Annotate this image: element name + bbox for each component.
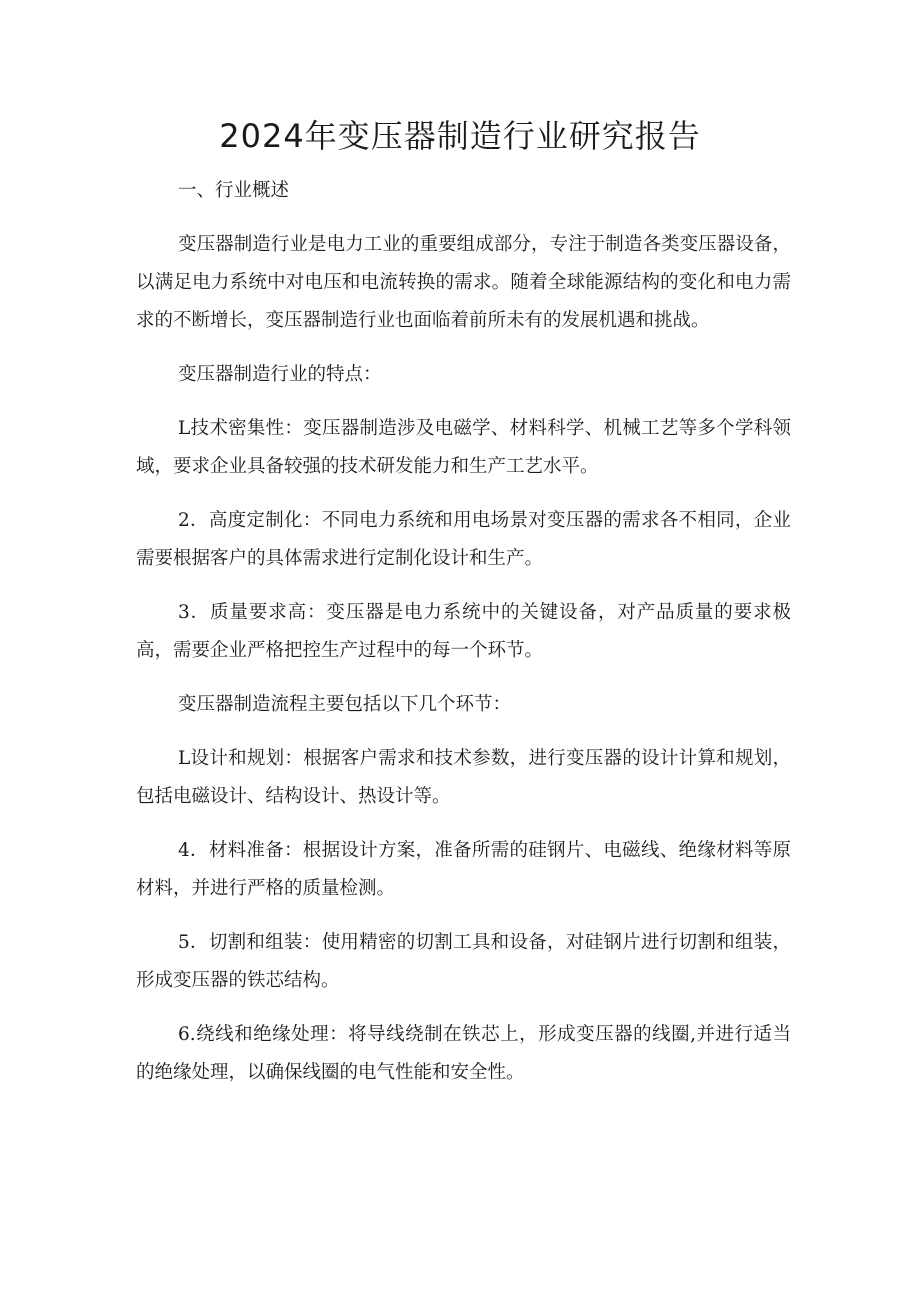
document-body (136, 172, 791, 1092)
list-item-winding: 6.绕线和绝缘处理：将导线绕制在铁芯上，形成变压器的线圈,并进行适当的绝缘处理，以确保线圈的电气性能和安全性。 (136, 1024, 791, 1083)
list-item-customization: 2．高度定制化：不同电力系统和用电场景对变压器的需求各不相同，企业需要根据客户的具体需求进行定制化设计和生产。 (136, 510, 791, 569)
document-title: 2024年变压器制造行业研究报告 (219, 117, 701, 155)
list-item-cutting: 5．切割和组装：使用精密的切割工具和设备，对硅钢片进行切割和组装，形成变压器的铁芯结构。 (136, 932, 791, 991)
paragraph-features-lead: 变压器制造行业的特点： (178, 364, 382, 385)
list-item-tech-intensive: L技术密集性：变压器制造涉及电磁学、材料科学、机械工艺等多个学科领域，要求企业具备较强的技术研发能力和生产工艺水平。 (136, 418, 791, 477)
list-item-quality: 3．质量要求高：变压器是电力系统中的关键设备，对产品质量的要求极高，需要企业严格把控生产过程中的每一个环节。 (136, 602, 791, 661)
paragraph-process-lead: 变压器制造流程主要包括以下几个环节： (178, 694, 512, 715)
section-heading-overview: 一、行业概述 (178, 180, 290, 201)
list-item-design: L设计和规划：根据客户需求和技术参数，进行变压器的设计计算和规划，包括电磁设计、结构设计、热设计等。 (136, 748, 791, 807)
list-item-materials: 4．材料准备：根据设计方案，准备所需的硅钢片、电磁线、绝缘材料等原材料，并进行严格的质量检测。 (136, 840, 791, 899)
paragraph-intro: 变压器制造行业是电力工业的重要组成部分，专注于制造各类变压器设备，以满足电力系统中对电压和电流转换的需求。随着全球能源结构的变化和电力需求的不断增长，变压器制造行业也面临着前所未有的发展机遇和挑战。 (136, 234, 791, 331)
